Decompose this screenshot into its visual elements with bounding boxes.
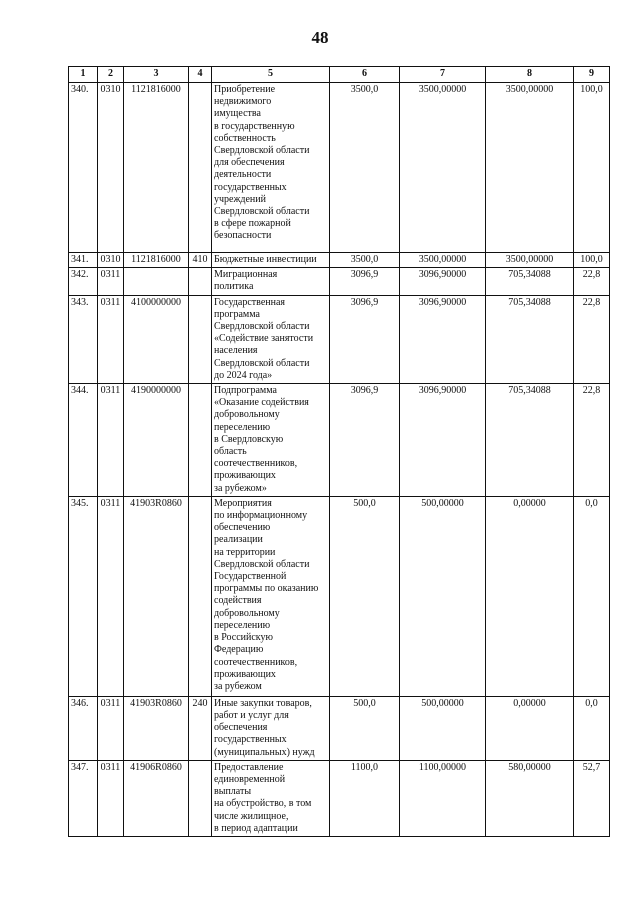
planned-amount: 3096,9 — [330, 295, 400, 383]
planned-amount: 500,0 — [330, 696, 400, 760]
section-code: 0310 — [98, 83, 124, 253]
table-row — [69, 268, 610, 295]
refined-amount: 3096,90000 — [400, 384, 486, 497]
refined-amount: 500,00000 — [400, 696, 486, 760]
row-number: 347. — [69, 760, 98, 836]
executed-amount: 0,00000 — [486, 496, 574, 696]
row-number: 346. — [69, 696, 98, 760]
planned-amount: 3096,9 — [330, 384, 400, 497]
execution-percent: 100,0 — [574, 253, 610, 268]
section-code: 0311 — [98, 384, 124, 497]
table-row — [69, 384, 610, 497]
section-code: 0311 — [98, 268, 124, 295]
planned-amount: 3500,0 — [330, 253, 400, 268]
refined-amount: 3500,00000 — [400, 83, 486, 253]
expense-type-code — [189, 83, 212, 253]
item-name: Бюджетные инвестиции — [212, 253, 330, 268]
expense-type-code — [189, 295, 212, 383]
page-number: 48 — [311, 28, 329, 47]
table-row — [69, 696, 610, 760]
executed-amount: 705,34088 — [486, 295, 574, 383]
section-code: 0311 — [98, 696, 124, 760]
header-row — [69, 67, 610, 83]
table-row — [69, 760, 610, 836]
refined-amount: 3500,00000 — [400, 253, 486, 268]
row-number: 341. — [69, 253, 98, 268]
target-article-code — [124, 268, 189, 295]
column-header: 8 — [486, 67, 574, 83]
target-article-code: 1121816000 — [124, 83, 189, 253]
table-row — [69, 83, 610, 253]
execution-percent: 22,8 — [574, 384, 610, 497]
executed-amount: 580,00000 — [486, 760, 574, 836]
item-name: Предоставление единовременной выплаты на обустройство, в том числе жилищное, в период адаптации — [212, 760, 330, 836]
refined-amount: 3096,90000 — [400, 268, 486, 295]
refined-amount: 500,00000 — [400, 496, 486, 696]
expense-type-code — [189, 384, 212, 497]
refined-amount: 3096,90000 — [400, 295, 486, 383]
executed-amount: 705,34088 — [486, 384, 574, 497]
row-number: 340. — [69, 83, 98, 253]
execution-percent: 100,0 — [574, 83, 610, 253]
table-row — [69, 253, 610, 268]
item-name: Подпрограмма «Оказание содействия добровольному переселению в Свердловскую область соотечественников, проживающих за рубежом» — [212, 384, 330, 497]
item-name: Государственная программа Свердловской области «Содействие занятости населения Свердловской области до 2024 года» — [212, 295, 330, 383]
target-article-code: 41903R0860 — [124, 496, 189, 696]
target-article-code: 4100000000 — [124, 295, 189, 383]
section-code: 0310 — [98, 253, 124, 268]
section-code: 0311 — [98, 295, 124, 383]
row-number: 343. — [69, 295, 98, 383]
item-name: Миграционная политика — [212, 268, 330, 295]
section-code: 0311 — [98, 760, 124, 836]
planned-amount: 1100,0 — [330, 760, 400, 836]
execution-percent: 0,0 — [574, 696, 610, 760]
expense-type-code: 240 — [189, 696, 212, 760]
column-header: 7 — [400, 67, 486, 83]
executed-amount: 3500,00000 — [486, 253, 574, 268]
table-body — [69, 83, 610, 837]
expense-type-code — [189, 496, 212, 696]
planned-amount: 3096,9 — [330, 268, 400, 295]
planned-amount: 3500,0 — [330, 83, 400, 253]
executed-amount: 3500,00000 — [486, 83, 574, 253]
target-article-code: 41906R0860 — [124, 760, 189, 836]
budget-table — [68, 66, 610, 837]
expense-type-code — [189, 760, 212, 836]
expense-type-code: 410 — [189, 253, 212, 268]
column-header: 5 — [212, 67, 330, 83]
table-row — [69, 496, 610, 696]
target-article-code: 4190000000 — [124, 384, 189, 497]
row-number: 342. — [69, 268, 98, 295]
execution-percent: 22,8 — [574, 295, 610, 383]
execution-percent: 22,8 — [574, 268, 610, 295]
executed-amount: 705,34088 — [486, 268, 574, 295]
executed-amount: 0,00000 — [486, 696, 574, 760]
column-header: 4 — [189, 67, 212, 83]
planned-amount: 500,0 — [330, 496, 400, 696]
execution-percent: 52,7 — [574, 760, 610, 836]
target-article-code: 1121816000 — [124, 253, 189, 268]
column-header: 6 — [330, 67, 400, 83]
target-article-code: 41903R0860 — [124, 696, 189, 760]
column-header: 9 — [574, 67, 610, 83]
row-number: 344. — [69, 384, 98, 497]
table-row — [69, 295, 610, 383]
item-name: Мероприятия по информационному обеспечению реализации на территории Свердловской области Государственной программы по оказанию содействия добровольному переселению в Российскую Федерацию соотечественников, проживающих за рубежом — [212, 496, 330, 696]
item-name: Иные закупки товаров, работ и услуг для обеспечения государственных (муниципальных) нужд — [212, 696, 330, 760]
section-code: 0311 — [98, 496, 124, 696]
expense-type-code — [189, 268, 212, 295]
column-header: 2 — [98, 67, 124, 83]
refined-amount: 1100,00000 — [400, 760, 486, 836]
column-header: 1 — [69, 67, 98, 83]
execution-percent: 0,0 — [574, 496, 610, 696]
row-number: 345. — [69, 496, 98, 696]
column-header: 3 — [124, 67, 189, 83]
item-name: Приобретение недвижимого имущества в государственную собственность Свердловской области для обеспечения деятельности государственных учреждений Свердловской области в сфере пожарной безопасности — [212, 83, 330, 253]
table-header — [69, 67, 610, 83]
